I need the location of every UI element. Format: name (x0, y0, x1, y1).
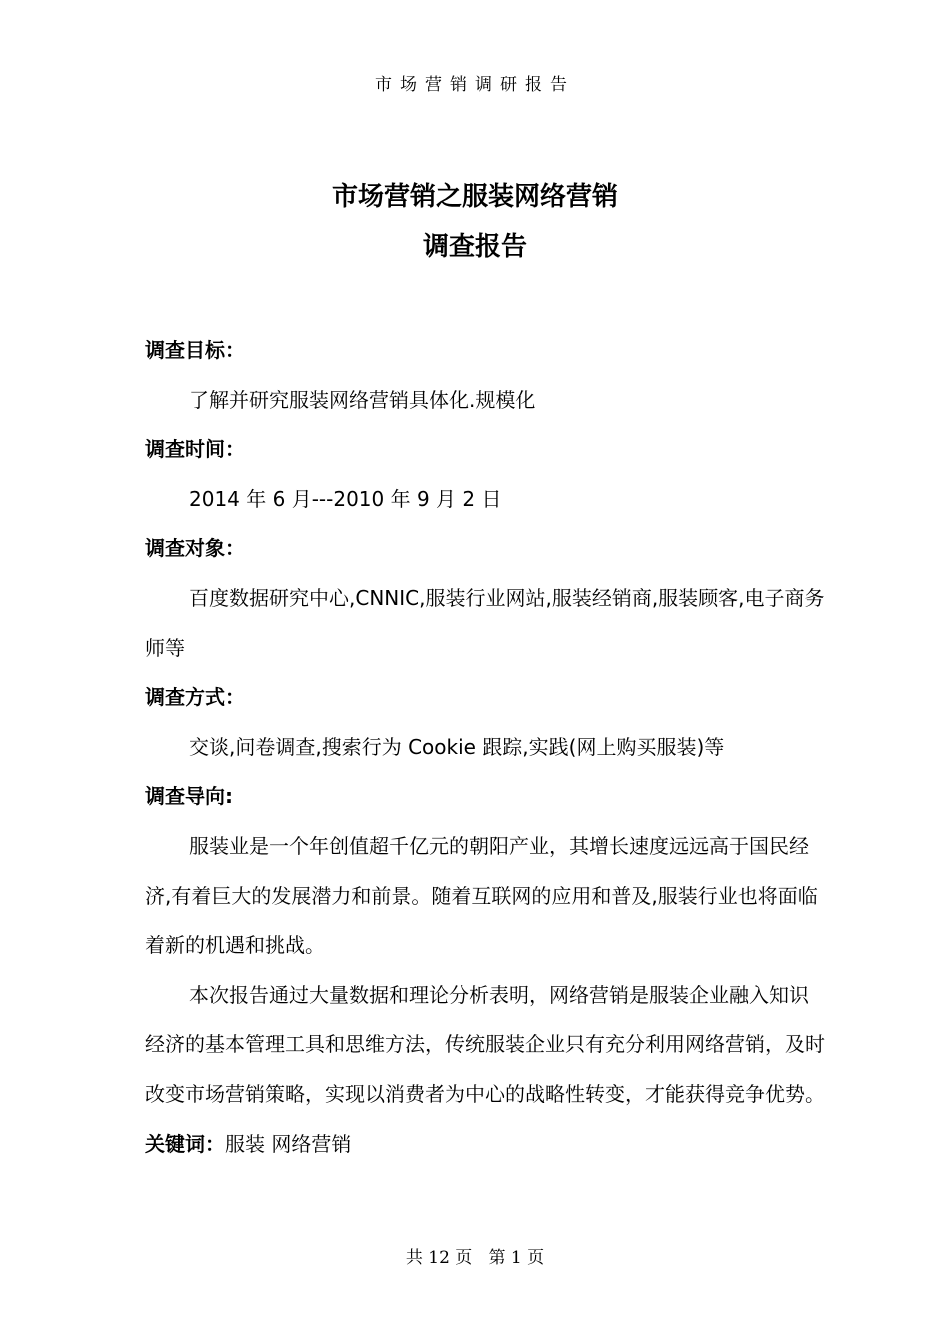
keywords-text: 服装 网络营销 (225, 1131, 352, 1156)
direction-paragraph-1: 服装业是一个年创值超千亿元的朝阳产业，其增长速度远远高于国民经济,有着巨大的发展潜力和前景。随着互联网的应用和普及,服装行业也将面临着新的机遇和挑战。 (145, 833, 818, 958)
goal-label: 调查目标： (145, 338, 245, 362)
method-text: 交谈,问卷调查,搜索行为 Cookie 跟踪,实践(网上购买服装)等 (189, 734, 725, 759)
goal-text: 了解并研究服装网络营销具体化.规模化 (189, 387, 536, 412)
time-label: 调查时间： (145, 437, 245, 462)
object-label: 调查对象： (145, 536, 245, 561)
page-current: 第 1 页 (488, 1248, 545, 1268)
direction-label: 调查导向: (145, 784, 233, 809)
keywords-label: 关键词： (145, 1131, 225, 1156)
keywords-line (145, 1120, 825, 1170)
direction-paragraph-2: 本次报告通过大量数据和理论分析表明，网络营销是服装企业融入知识经济的基本管理工具和思维方法，传统服装企业只有充分利用网络营销，及时改变市场营销策略，实现以消费者为中心的战略性转变，才能获得竞争优势。 (145, 982, 825, 1106)
running-header: 市场营销调研报告 (375, 75, 575, 95)
time-text: 2014 年 6 月---2010 年 9 月 2 日 (189, 486, 502, 511)
page-footer (0, 1243, 950, 1268)
page-total: 共 12 页 (405, 1248, 473, 1268)
report-body (145, 326, 825, 1169)
document-title: 市场营销之服装网络营销 (331, 182, 618, 212)
document-subtitle: 调查报告 (422, 232, 527, 262)
method-label: 调查方式： (145, 685, 245, 710)
object-text: 百度数据研究中心,CNNIC,服装行业网站,服装经销商,服装顾客,电子商务师等 (145, 585, 825, 660)
